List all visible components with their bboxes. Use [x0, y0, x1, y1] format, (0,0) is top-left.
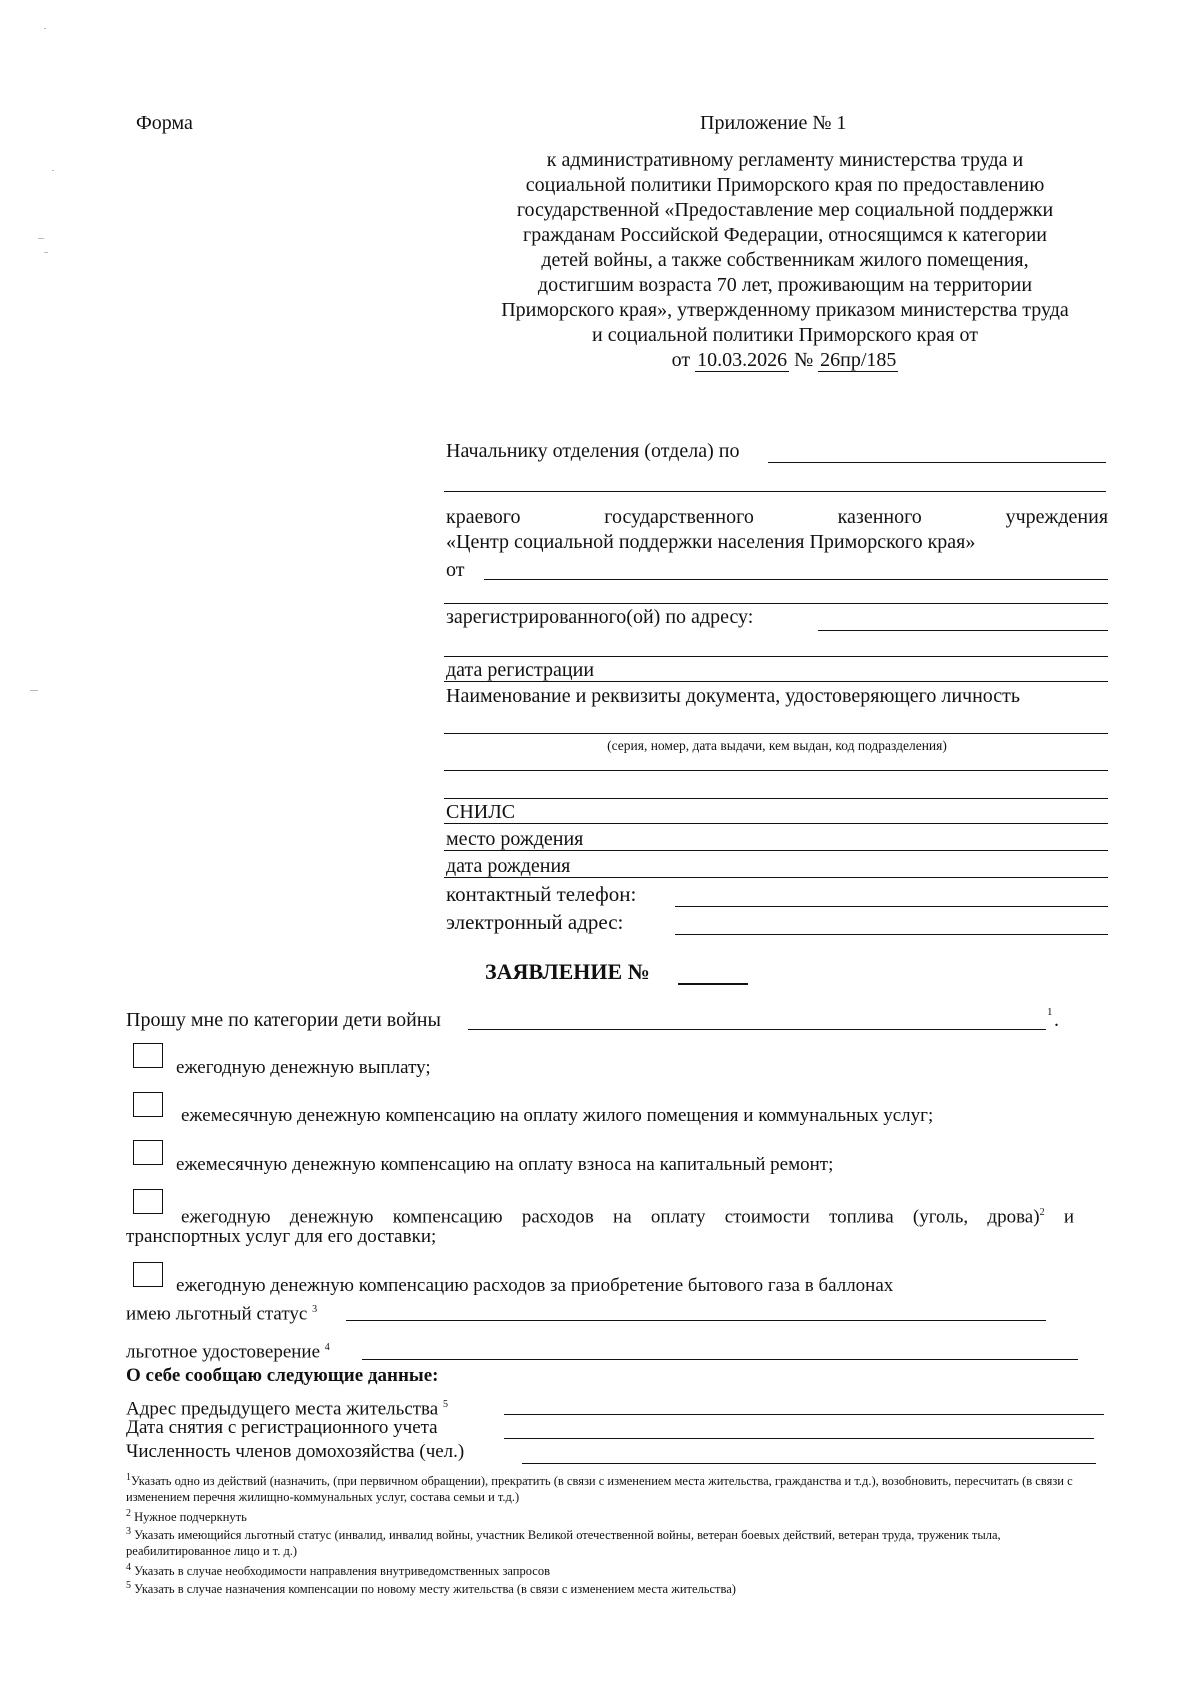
scan-artifact — [52, 170, 54, 171]
id-document-hint: (серия, номер, дата выдачи, кем выдан, код подразделения) — [607, 738, 947, 753]
institution-word: казенного — [837, 506, 922, 528]
footnote-text: Указать в случае назначения компенсации по новому месту жительства (в связи с изменением места жительства) — [134, 1582, 736, 1597]
option-annual-payment-label: ежегодную денежную выплату; — [176, 1057, 431, 1078]
institution-word: государственного — [604, 506, 754, 528]
option-housing-compensation-label: ежемесячную денежную компенсацию на оплату жилого помещения и коммунальных услуг; — [181, 1105, 934, 1126]
prev-address-footnote-ref: 5 — [442, 1399, 448, 1410]
application-number-field[interactable] — [678, 983, 748, 985]
registered-label: зарегистрированного(ой) по адресу: — [446, 606, 754, 628]
status-field[interactable] — [346, 1320, 1046, 1321]
regulation-line: и социальной политики Приморского края от — [592, 324, 978, 346]
footnote-4 — [126, 1560, 1086, 1579]
snils-label: СНИЛС — [446, 801, 516, 823]
from-label: от — [446, 559, 465, 581]
head-field[interactable] — [768, 462, 1106, 463]
institution-name: «Центр социальной поддержки населения Приморского края» — [446, 531, 976, 553]
footnote-text: Указать имеющийся льготный статус (инвалид, инвалид войны, участник Великой отечественной войны, ветеран боевых действий, ветеран труда, труженик тыла, реабилитированное лицо и т. д.) — [126, 1528, 1001, 1559]
institution-words — [446, 505, 1108, 530]
order-prefix: от — [671, 349, 691, 371]
certificate-footnote-ref: 4 — [324, 1342, 330, 1353]
order-date: 10.03.2026 — [697, 349, 788, 371]
regulation-line: детей войны, а также собственникам жилого помещения, — [541, 249, 1029, 271]
regulation-line: достигшим возраста 70 лет, проживающим на территории — [537, 274, 1033, 296]
status-footnote-ref: 3 — [312, 1304, 318, 1315]
birthdate-field[interactable] — [444, 877, 1108, 878]
option-annual-payment-checkbox[interactable] — [133, 1043, 163, 1068]
registration-date-field[interactable] — [444, 681, 1108, 682]
phone-label: контактный телефон: — [446, 882, 637, 906]
scan-artifact — [38, 238, 44, 239]
registered-address-field[interactable] — [818, 630, 1108, 631]
regulation-line: государственной «Предоставление мер социальной поддержки — [516, 199, 1054, 221]
regulation-text — [440, 148, 1130, 373]
fuel-footnote-ref: 2 — [1039, 1207, 1045, 1218]
snils-field[interactable] — [444, 823, 1108, 824]
head-field-line2[interactable] — [444, 491, 1106, 492]
option-capital-repair-label: ежемесячную денежную компенсацию на оплату взноса на капитальный ремонт; — [176, 1154, 834, 1175]
registered-address-line2[interactable] — [444, 656, 1108, 657]
appendix-title: Приложение № 1 — [700, 112, 847, 134]
certificate-label — [126, 1336, 330, 1364]
from-field[interactable] — [484, 579, 1108, 580]
phone-field[interactable] — [675, 906, 1108, 907]
certificate-field[interactable] — [362, 1359, 1078, 1360]
option-capital-repair-checkbox[interactable] — [133, 1140, 163, 1165]
id-document-line2[interactable] — [444, 770, 1108, 771]
request-label: Прошу мне по категории дети войны — [126, 1009, 441, 1031]
registration-date-label: дата регистрации — [446, 659, 595, 681]
scan-artifact — [44, 28, 46, 29]
scan-artifact — [30, 690, 38, 691]
footnote-num: 1 — [126, 1472, 131, 1483]
option-gas-compensation-checkbox[interactable] — [133, 1262, 163, 1287]
certificate-label-text: льготное удостоверение — [126, 1341, 321, 1363]
footnote-text: Указать в случае необходимости направления внутриведомственных запросов — [134, 1564, 551, 1579]
request-footnote-ref: 1 — [1047, 1006, 1053, 1018]
email-field[interactable] — [675, 934, 1108, 935]
footnote-5 — [126, 1578, 1086, 1597]
head-label: Начальнику отделения (отдела) по — [446, 440, 740, 462]
birthdate-label: дата рождения — [446, 855, 571, 877]
prev-address-field[interactable] — [504, 1414, 1104, 1415]
deregistration-label: Дата снятия с регистрационного учета — [126, 1417, 438, 1438]
email-label: электронный адрес: — [446, 910, 624, 934]
fuel-tail: и — [1063, 1206, 1075, 1228]
about-heading: О себе сообщаю следующие данные: — [126, 1365, 439, 1386]
birthplace-field[interactable] — [444, 850, 1108, 851]
regulation-line: к административному регламенту министерства труда и — [546, 149, 1024, 171]
institution-word: краевого — [446, 506, 521, 528]
footnote-2 — [126, 1506, 1086, 1525]
id-document-label: Наименование и реквизиты документа, удостоверяющего личность — [446, 685, 1021, 707]
deregistration-field[interactable] — [504, 1438, 1094, 1439]
footnote-1 — [126, 1470, 1086, 1505]
order-number: 26пр/185 — [820, 349, 897, 371]
household-label: Численность членов домохозяйства (чел.) — [126, 1441, 465, 1462]
id-document-field[interactable] — [444, 733, 1108, 734]
footnote-text: Нужное подчеркнуть — [134, 1510, 247, 1525]
footnote-num: 3 — [126, 1526, 131, 1537]
id-document-line3[interactable] — [444, 798, 1108, 799]
regulation-line: гражданам Российской Федерации, относящимся к категории — [522, 224, 1047, 246]
status-label-text: имею льготный статус — [126, 1303, 308, 1325]
application-title: ЗАЯВЛЕНИЕ № — [485, 959, 650, 984]
regulation-line: Приморского края», утвержденному приказом министерства труда — [501, 299, 1069, 321]
fuel-text: ежегодную денежную компенсацию расходов на оплату стоимости топлива (уголь, дрова) — [181, 1206, 1040, 1228]
footnote-num: 5 — [126, 1580, 131, 1591]
footnote-num: 4 — [126, 1562, 131, 1573]
footnote-num: 2 — [126, 1508, 131, 1519]
request-action-field[interactable] — [468, 1029, 1046, 1030]
footnote-text: Указать одно из действий (назначить, (при первичном обращении), прекратить (в связи с изменением места жительства, гражданства и т.д.), возобновить, пересчитать (в связи с изменением перечня жилищно-коммунальных услуг, состава семьи и т.д.) — [126, 1474, 1073, 1505]
form-label: Форма — [136, 112, 193, 134]
regulation-line: социальной политики Приморского края по предоставлению — [525, 174, 1045, 196]
institution-word: учреждения — [1005, 506, 1109, 528]
order-reference — [440, 348, 1130, 373]
footnote-3 — [126, 1524, 1086, 1559]
option-housing-compensation-checkbox[interactable] — [133, 1092, 163, 1117]
birthplace-label: место рождения — [446, 828, 584, 850]
status-label — [126, 1298, 317, 1326]
household-field[interactable] — [522, 1463, 1096, 1464]
option-fuel-continuation: транспортных услуг для его доставки; — [126, 1226, 437, 1247]
prev-address-label-text: Адрес предыдущего места жительства — [126, 1398, 439, 1420]
request-period: . — [1054, 1009, 1059, 1031]
order-no-label: № — [794, 349, 814, 371]
from-field-line2[interactable] — [444, 603, 1108, 604]
option-gas-compensation-label: ежегодную денежную компенсацию расходов за приобретение бытового газа в баллонах — [176, 1275, 894, 1296]
scan-artifact — [44, 252, 48, 253]
option-fuel-compensation-checkbox[interactable] — [133, 1189, 163, 1214]
